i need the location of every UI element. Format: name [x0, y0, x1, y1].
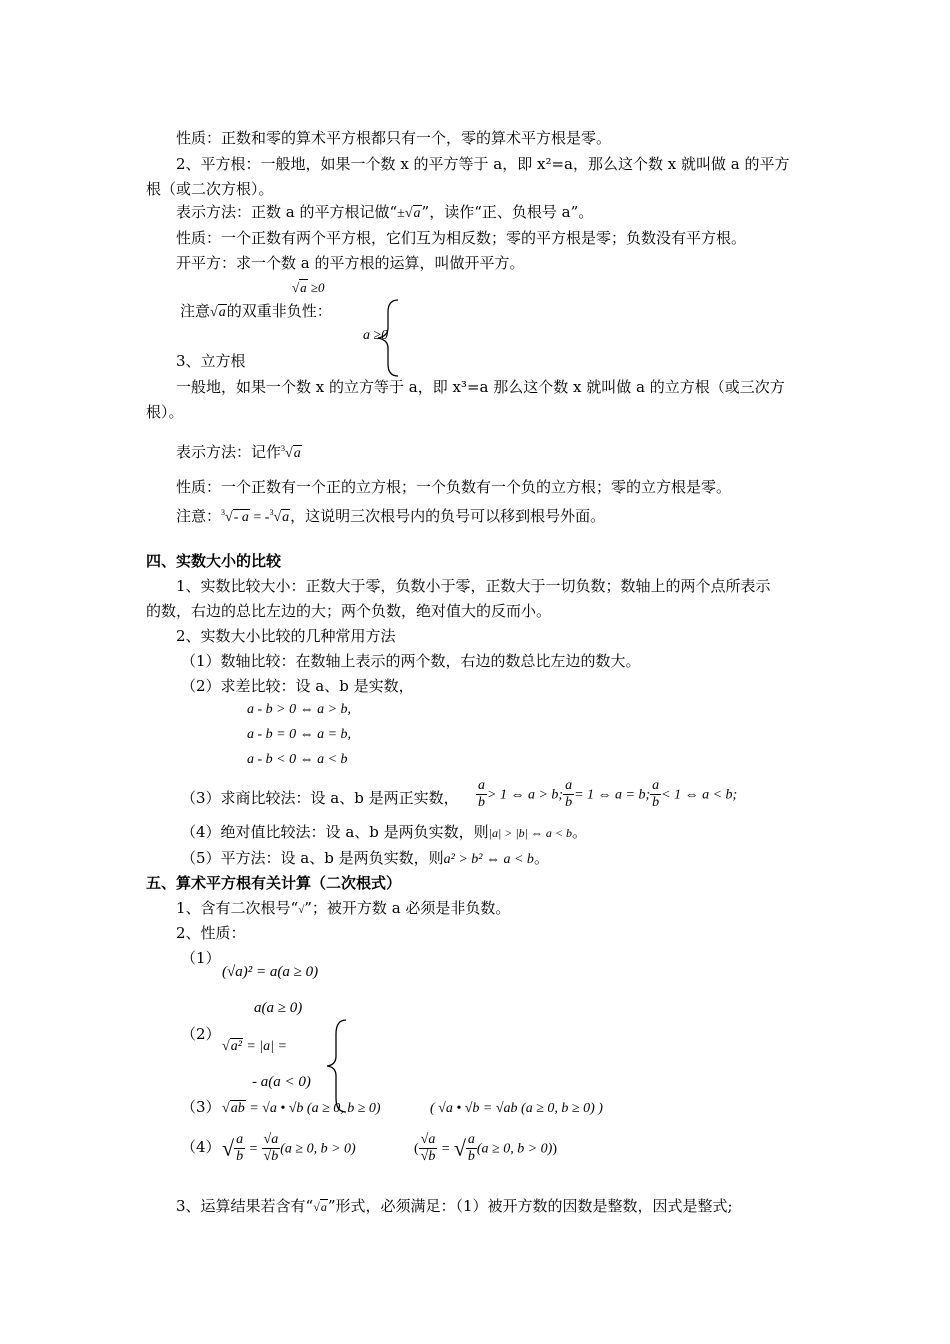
math-expr: a ≥0 — [363, 328, 389, 343]
text-line: 2、平方根：一般地，如果一个数 x 的平方等于 a，即 x²=a，那么这个数 x 就叫做 a 的平方 — [176, 155, 790, 173]
pm-symbol: ± — [397, 206, 405, 221]
text-line: 的数，右边的总比左边的大；两个负数，绝对值大的反而小。 — [146, 602, 552, 620]
math-expr: $\frac{a}{b}$ > 1 ⇔ a > b; $\frac{a}{b}$ = 1 ⇔ a = b; $\frac{a}{b}$ < 1 ⇔ a < b; — [478, 778, 738, 810]
math-expr: ( $\frac{√a}{√b}$ = √ $\frac{a}{b}$ (a ≥ 0, b > 0)) — [414, 1132, 558, 1164]
text-line: 2、实数大小比较的几种常用方法 — [176, 627, 396, 645]
math-expr: a - b < 0 ⇔ a < b — [247, 752, 348, 767]
text-line: 3、立方根 — [176, 352, 246, 370]
sqrt-a: √a — [210, 305, 226, 320]
text-line: （3） — [181, 1098, 221, 1116]
text-line: 开平方：求一个数 a 的平方根的运算，叫做开平方。 — [176, 254, 525, 272]
text-line: （3）求商比较法：设 a、b 是两正实数， — [181, 789, 459, 807]
text-line: 根）。 — [146, 403, 184, 421]
math-expr: - a(a < 0) — [252, 1074, 311, 1090]
math-expr: ( √a • √b = √ab (a ≥ 0, b ≥ 0) ) — [430, 1101, 603, 1116]
math-expr: (√a)² = a(a ≥ 0) — [222, 964, 319, 980]
text-line: 注意：$^3$√- a = -$^3$√a，这说明三次根号内的负号可以移到根号外面。 — [176, 507, 606, 525]
text-segment: 表示方法：正数 a 的平方根记做“ — [176, 203, 398, 221]
math-expr: √a ≥0 — [292, 280, 325, 295]
math-expr: a - b > 0 ⇔ a > b, — [247, 702, 352, 717]
text-line: （4） — [181, 1138, 221, 1156]
cube-root-a: √a — [285, 446, 301, 461]
text-line: 表示方法：记作$^3$√a — [176, 443, 301, 461]
math-expr: a - b = 0 ⇔ a = b, — [247, 727, 352, 742]
text-line: 3、运算结果若含有“√a”形式，必须满足：（1）被开方数的因数是整数，因式是整式; — [176, 1197, 733, 1215]
section-heading: 四、实数大小的比较 — [146, 552, 282, 570]
math-expr: √ab = √a • √b (a ≥ 0, b ≥ 0) — [222, 1101, 381, 1116]
text-line: （4）绝对值比较法：设 a、b 是两负实数，则|a| > |b| ⇔ a < b。 — [181, 823, 588, 841]
text-line: （5）平方法：设 a、b 是两负实数，则a² > b² ⇔ a < b。 — [181, 849, 549, 867]
section-heading: 五、算术平方根有关计算（二次根式） — [146, 874, 402, 892]
text-line: （1）数轴比较：在数轴上表示的两个数，右边的数总比左边的数大。 — [181, 652, 641, 670]
text-line: （2）求差比较：设 a、b 是实数， — [181, 677, 414, 695]
text-line: 2、性质： — [176, 924, 246, 942]
text-segment: ”，读作“正、负根号 a”。 — [421, 203, 594, 221]
text-line: 性质：正数和零的算术平方根都只有一个，零的算术平方根是零。 — [176, 129, 612, 147]
text-line: 注意√a的双重非负性： — [180, 302, 332, 320]
math-expr: √ $\frac{a}{b}$ = $\frac{√a}{√b}$ (a ≥ 0, b > 0) — [222, 1132, 356, 1164]
text-line: （1） — [181, 949, 221, 967]
text-line: （2） — [181, 1025, 221, 1043]
text-line: 性质：一个正数有一个正的立方根；一个负数有一个负的立方根；零的立方根是零。 — [176, 478, 732, 496]
text-line: 根（或二次方根）。 — [146, 180, 274, 198]
text-line: 1、含有二次根号“√”；被开方数 a 必须是非负数。 — [176, 899, 511, 917]
text-line: 性质：一个正数有两个平方根，它们互为相反数；零的平方根是零；负数没有平方根。 — [176, 229, 747, 247]
math-expr: √a² = |a| = — [222, 1039, 287, 1054]
text-line — [176, 202, 593, 224]
text-line: 一般地，如果一个数 x 的立方等于 a，即 x³=a 那么这个数 x 就叫做 a 的立方根（或三次方 — [176, 378, 785, 396]
math-expr: a(a ≥ 0) — [254, 1000, 303, 1016]
text-line: 1、实数比较大小：正数大于零，负数小于零，正数大于一切负数；数轴上的两个点所表示 — [176, 577, 771, 595]
sqrt-a: √a — [404, 206, 421, 221]
